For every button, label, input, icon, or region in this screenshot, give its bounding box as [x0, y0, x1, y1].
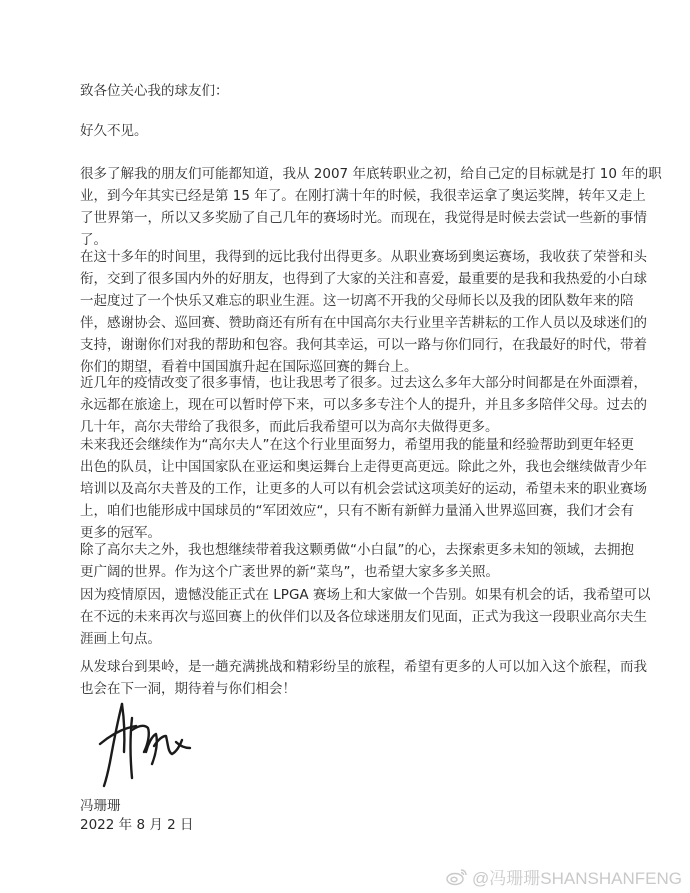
paragraph-line: 业，到今年其实已经是第 15 年了。在刚打满十年的时候，我很幸运拿了奥运奖牌，转年又走上 [80, 188, 646, 204]
paragraph-4 [80, 372, 647, 438]
paragraph-line: 了世界第一，所以又多奖励了自己几年的赛场时光。而现在，我觉得是时候去尝试一些新的事情 [80, 210, 647, 226]
paragraph-line: 未来我还会继续作为“高尔夫人”在这个行业里面努力，希望用我的能量和经验帮助到更年轻更 [80, 437, 634, 453]
paragraph-line: 也会在下一洞，期待着与你们相会！ [80, 681, 296, 697]
paragraph-line: 你们的期望，看着中国国旗升起在国际巡回赛的舞台上。 [80, 359, 418, 375]
paragraph-line: 衔，交到了很多国内外的好朋友，也得到了大家的关注和喜爱，最重要的是我和我热爱的小白球 [80, 271, 647, 287]
letter-date: 2022 年 8 月 2 日 [80, 817, 194, 833]
signature-name: 冯珊珊 [80, 798, 121, 814]
paragraph-7 [80, 584, 651, 650]
paragraph-line: 伴，感谢协会、巡回赛、赞助商还有所有在中国高尔夫行业里辛苦耕耘的工作人员以及球迷们的 [80, 315, 647, 331]
paragraph-2 [80, 163, 662, 251]
paragraph-line: 好久不见。 [80, 123, 148, 139]
paragraph-line: 支持，谢谢你们对我的帮助和包容。我何其幸运，可以一路与你们同行，在我最好的时代，带着 [80, 337, 647, 353]
watermark-text: @冯珊珊SHANSHANFENG [472, 869, 682, 888]
paragraph-line: 更多的冠军。 [80, 525, 161, 541]
paragraph-line: 在这十多年的时间里，我得到的远比我付出得更多。从职业赛场到奥运赛场，我收获了荣誉和头 [80, 249, 647, 265]
paragraph-3 [80, 246, 647, 378]
paragraph-line: 在不远的未来再次与巡回赛上的伙伴们以及各位球迷朋友们见面，正式为我这一段职业高尔夫生 [80, 609, 647, 625]
paragraph-line: 一起度过了一个快乐又难忘的职业生涯。这一切离不开我的父母师长以及我的团队数年来的陪 [80, 293, 634, 309]
paragraph-line: 几十年，高尔夫带给了我很多，而此后我希望可以为高尔夫做得更多。 [80, 419, 499, 435]
paragraph-line: 永远都在旅途上，现在可以暂时停下来，可以多多专注个人的提升，并且多多陪伴父母。过去的 [80, 397, 647, 413]
paragraph-line: 因为疫情原因，遗憾没能正式在 LPGA 赛场上和大家做一个告别。如果有机会的话，我希望可以 [80, 587, 651, 603]
paragraph-6 [80, 539, 642, 583]
paragraph-8 [80, 656, 647, 700]
paragraph-line: 除了高尔夫之外，我也想继续带着我这颗勇做“小白鼠”的心，去探索更多未知的领域，去拥抱 [80, 542, 634, 558]
handwritten-signature [92, 700, 202, 790]
weibo-watermark [446, 864, 682, 889]
weibo-icon [446, 868, 468, 886]
paragraph-line: 出色的队员，让中国国家队在亚运和奥运舞台上走得更高更远。除此之外，我也会继续做青少年 [80, 459, 647, 475]
paragraph-line: 培训以及高尔夫普及的工作，让更多的人可以有机会尝试这项美好的运动，希望未来的职业赛场 [80, 481, 647, 497]
letter-greeting: 致各位关心我的球友们： [80, 83, 229, 99]
paragraph-line: 涯画上句点。 [80, 631, 161, 647]
paragraph-line: 了。 [80, 232, 107, 248]
paragraph-line: 很多了解我的朋友们可能都知道，我从 2007 年底转职业之初，给自己定的目标就是打 10 年的职 [80, 166, 662, 182]
paragraph-5 [80, 434, 647, 544]
paragraph-line: 更广阔的世界。作为这个广袤世界的新“菜鸟”，也希望大家多多关照。 [80, 564, 499, 580]
paragraph-1 [80, 120, 642, 142]
paragraph-line: 上，咱们也能形成中国球员的“军团效应“，只有不断有新鲜力量涌入世界巡回赛，我们才会有 [80, 503, 634, 519]
paragraph-line: 从发球台到果岭，是一趟充满挑战和精彩纷呈的旅程，希望有更多的人可以加入这个旅程，而我 [80, 659, 647, 675]
paragraph-line: 近几年的疫情改变了很多事情，也让我思考了很多。过去这么多年大部分时间都是在外面漂着， [80, 375, 647, 391]
